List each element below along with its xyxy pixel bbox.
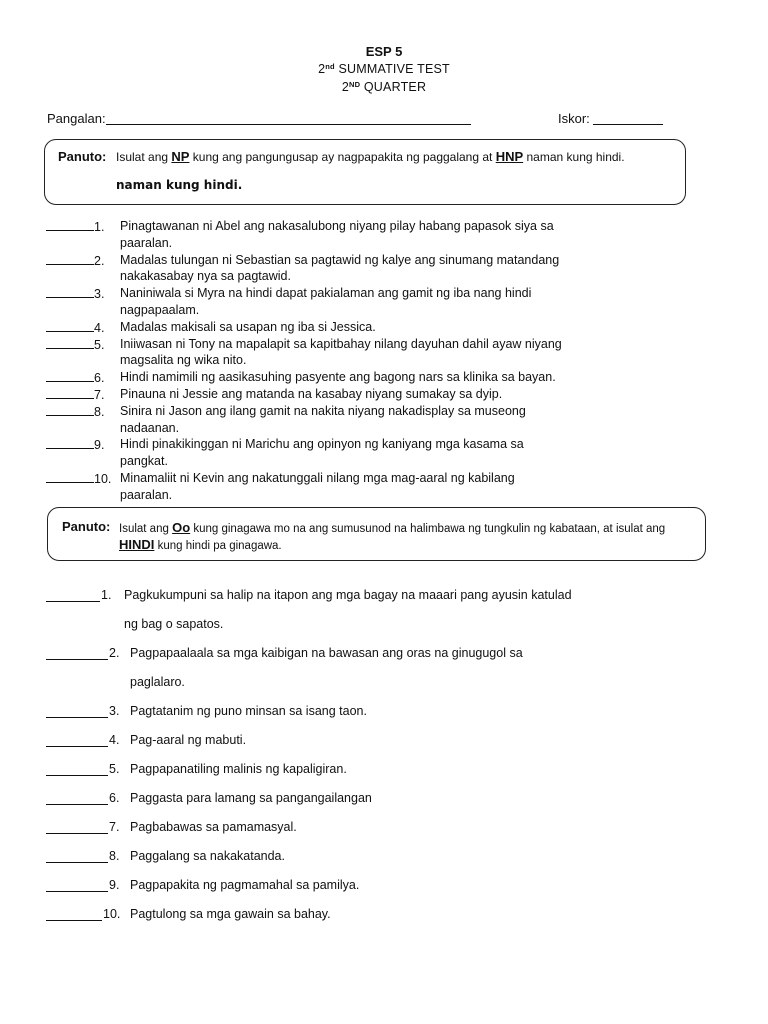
item-text-continued: paaralan.	[120, 487, 173, 502]
item-text-continued: paglalaro.	[130, 675, 185, 689]
item-text-continued: nagpapaalam.	[120, 302, 200, 317]
score-field[interactable]	[593, 124, 663, 125]
answer-blank[interactable]	[46, 920, 102, 921]
list-item	[46, 369, 606, 386]
list-item	[46, 336, 606, 370]
answer-blank[interactable]	[46, 252, 94, 265]
student-info-row	[47, 111, 667, 129]
item-number: 10.	[94, 471, 112, 486]
item-text: Hindi namimili ng aasikasuhing pasyente ang bagong nars sa klinika sa bayan.	[120, 370, 556, 385]
item-number: 5.	[94, 337, 105, 352]
item-text: Madalas makisali sa usapan ng iba si Jessica.	[120, 319, 376, 334]
item-number: 1.	[101, 588, 112, 602]
answer-blank[interactable]	[46, 659, 108, 660]
item-text-continued: nakakasabay nya sa pagtawid.	[120, 269, 291, 284]
list-item	[46, 762, 606, 791]
item-text: Pagbabawas sa pamamasyal.	[130, 820, 297, 834]
answer-blank[interactable]	[46, 891, 108, 892]
list-item	[46, 319, 606, 336]
instruction-text-1: Isulat ang NP kung ang pangungusap ay nagpapakita ng paggalang at HNP naman kung hindi.	[116, 149, 625, 164]
list-item	[46, 218, 606, 252]
list-item	[46, 588, 606, 646]
answer-blank[interactable]	[46, 336, 94, 349]
answer-blank[interactable]	[46, 436, 94, 449]
item-text: Minamaliit ni Kevin ang nakatunggali nilang mga mag-aaral ng kabilang	[120, 470, 515, 485]
item-text: Pinauna ni Jessie ang matanda na kasabay niyang sumakay sa dyip.	[120, 386, 503, 401]
item-text: Pagpapanatiling malinis ng kapaligiran.	[130, 762, 347, 776]
question-list-2	[46, 588, 606, 936]
item-text-continued: nadaanan.	[120, 420, 180, 435]
answer-blank[interactable]	[46, 601, 100, 602]
item-text: Pagpapakita ng pagmamahal sa pamilya.	[130, 878, 360, 892]
item-text: Pagtulong sa mga gawain sa bahay.	[130, 907, 331, 921]
name-label: Pangalan:	[47, 111, 106, 126]
answer-blank[interactable]	[46, 746, 108, 747]
item-number: 6.	[109, 791, 120, 805]
item-number: 8.	[109, 849, 120, 863]
item-text: Paggalang sa nakakatanda.	[130, 849, 285, 863]
instruction-box-1	[44, 139, 686, 205]
list-item	[46, 436, 606, 470]
list-item	[46, 849, 606, 878]
item-number: 7.	[94, 387, 105, 402]
item-text: Pag-aaral ng mabuti.	[130, 733, 247, 747]
item-text: Pagkukumpuni sa halip na itapon ang mga bagay na maaari pang ayusin katulad	[124, 588, 572, 602]
item-text: Naniniwala si Myra na hindi dapat pakialaman ang gamit ng iba nang hindi	[120, 286, 532, 301]
item-number: 4.	[94, 320, 105, 335]
panuto-label: Panuto:	[62, 519, 111, 534]
answer-blank[interactable]	[46, 775, 108, 776]
question-list-1	[46, 218, 606, 504]
subject-title: ESP 5	[365, 44, 403, 59]
panuto-label: Panuto:	[58, 149, 107, 164]
item-text: Hindi pinakikinggan ni Marichu ang opinyon ng kaniyang mga kasama sa	[120, 437, 524, 452]
instruction-text-2: Isulat ang Oo kung ginagawa mo na ang sumusunod na halimbawa ng tungkulin ng kabataan, at isulat ang HINDI kung hindi pa ginagawa.	[119, 520, 666, 552]
test-title: 2nd SUMMATIVE TEST	[318, 62, 450, 76]
answer-blank[interactable]	[46, 319, 94, 332]
list-item	[46, 470, 606, 504]
answer-blank[interactable]	[46, 833, 108, 834]
item-text: Pagpapaalaala sa mga kaibigan na bawasan ang oras na ginugugol sa	[130, 646, 523, 660]
answer-blank[interactable]	[46, 717, 108, 718]
item-text: Paggasta para lamang sa pangangailangan	[130, 791, 372, 805]
item-number: 3.	[109, 704, 120, 718]
item-text-continued: magsalita ng wika nito.	[120, 353, 247, 368]
item-number: 9.	[109, 878, 120, 892]
item-number: 9.	[94, 438, 105, 453]
item-text: Pinagtawanan ni Abel ang nakasalubong niyang pilay habang papasok siya sa	[120, 219, 554, 233]
answer-blank[interactable]	[46, 862, 108, 863]
list-item	[46, 386, 606, 403]
list-item	[46, 252, 606, 286]
list-item	[46, 733, 606, 762]
list-item	[46, 878, 606, 907]
item-text: Iniiwasan ni Tony na mapalapit sa kapitbahay nilang dayuhan dahil ayaw niyang	[120, 336, 562, 351]
item-text-continued: ng bag o sapatos.	[124, 617, 224, 631]
list-item	[46, 907, 606, 936]
list-item	[46, 791, 606, 820]
answer-blank[interactable]	[46, 470, 94, 483]
answer-blank[interactable]	[46, 218, 94, 231]
item-number: 10.	[103, 907, 121, 921]
item-number: 6.	[94, 371, 105, 386]
answer-blank[interactable]	[46, 403, 94, 416]
item-number: 5.	[109, 762, 120, 776]
answer-blank[interactable]	[46, 804, 108, 805]
item-text: Pagtatanim ng puno minsan sa isang taon.	[130, 704, 367, 718]
item-text: Sinira ni Jason ang ilang gamit na nakita niyang nakadisplay sa museong	[120, 403, 526, 418]
item-text-continued: pangkat.	[120, 454, 168, 469]
score-label: Iskor:	[558, 111, 590, 126]
item-number: 3.	[94, 287, 105, 302]
item-number: 4.	[109, 733, 120, 747]
list-item	[46, 646, 606, 704]
answer-blank[interactable]	[46, 369, 94, 382]
name-field[interactable]	[106, 124, 471, 125]
document-header	[0, 44, 768, 95]
item-number: 8.	[94, 404, 105, 419]
item-number: 7.	[109, 820, 120, 834]
list-item	[46, 820, 606, 849]
instruction-box-2	[47, 507, 706, 561]
instruction-text-1-line2: naman kung hindi.	[116, 178, 243, 192]
item-text-continued: paaralan.	[120, 235, 173, 250]
list-item	[46, 403, 606, 437]
quarter-title: 2ND QUARTER	[341, 80, 427, 94]
item-number: 2.	[109, 646, 120, 660]
item-number: 1.	[94, 220, 105, 234]
answer-blank[interactable]	[46, 386, 94, 399]
item-number: 2.	[94, 253, 105, 268]
list-item	[46, 704, 606, 733]
item-text: Madalas tulungan ni Sebastian sa pagtawid ng kalye ang sinumang matandang	[120, 252, 560, 267]
list-item	[46, 285, 606, 319]
answer-blank[interactable]	[46, 285, 94, 298]
